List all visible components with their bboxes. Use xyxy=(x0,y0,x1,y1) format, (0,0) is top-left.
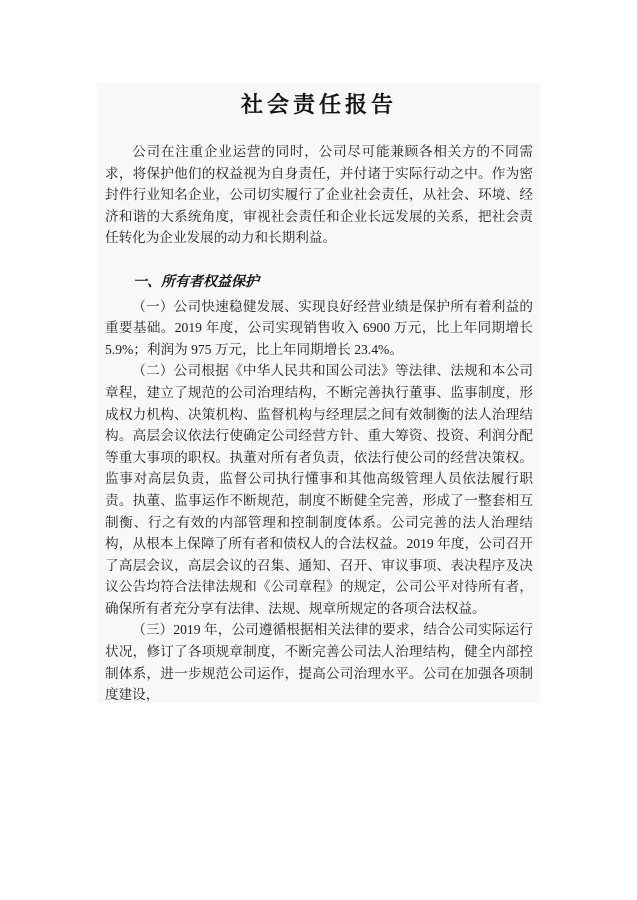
paragraph-item-3: （三）2019 年，公司遵循根据相关法律的要求，结合公司实际运行状况，修订了各项规章制度，不断完善公司法人治理结构，健全内部控制体系，进一步规范公司运作，提高公司治理水平。公司在加强各项制度建设， xyxy=(105,622,533,703)
document-body xyxy=(105,141,533,706)
paragraph-item-2: （二）公司根据《中华人民共和国公司法》等法律、法规和本公司章程，建立了规范的公司治理结构，不断完善执行董事、监事制度，形成权力机构、决策机构、监督机构与经理层之间有效制衡的法人治理结构。高层会议依法行使确定公司经营方针、重大筹资、投资、利润分配等重大事项的职权。执董对所有者负责，依法行使公司的经营决策权。监事对高层负责，监督公司执行懂事和其他高级管理人员依法履行职责。执董、监事运作不断规范，制度不断健全完善，形成了一整套相互制衡、行之有效的内部管理和控制制度体系。公司完善的法人治理结构，从根本上保障了所有者和债权人的合法权益。2019 年度，公司召开了高层会议，高层会议的召集、通知、召开、审议事项、表决程序及决议公告均符合法律法规和《公司章程》的规定，公司公平对待所有者，确保所有者充分享有法律、法规、规章所规定的各项合法权益。 xyxy=(105,363,533,616)
section-heading-owner-rights: 一、所有者权益保护 xyxy=(133,274,259,290)
intro-paragraph: 公司在注重企业运营的同时，公司尽可能兼顾各相关方的不同需求，将保护他们的权益视为自身责任，并付诸于实际行动之中。作为密封件行业知名企业，公司切实履行了企业社会责任，从社会、环境、经济和谐的大系统角度，审视社会责任和企业长远发展的关系，把社会责任转化为企业发展的动力和长期利益。 xyxy=(105,144,533,246)
document-title: 社会责任报告 xyxy=(240,92,397,117)
paragraph-item-1: （一）公司快速稳健发展、实现良好经营业绩是保护所有着利益的重要基础。2019 年度，公司实现销售收入 6900 万元，比上年同期增长 5.9%；利润为 975 万元，比上年同期增长 23.4%。 xyxy=(105,298,533,357)
document-page xyxy=(97,83,540,703)
